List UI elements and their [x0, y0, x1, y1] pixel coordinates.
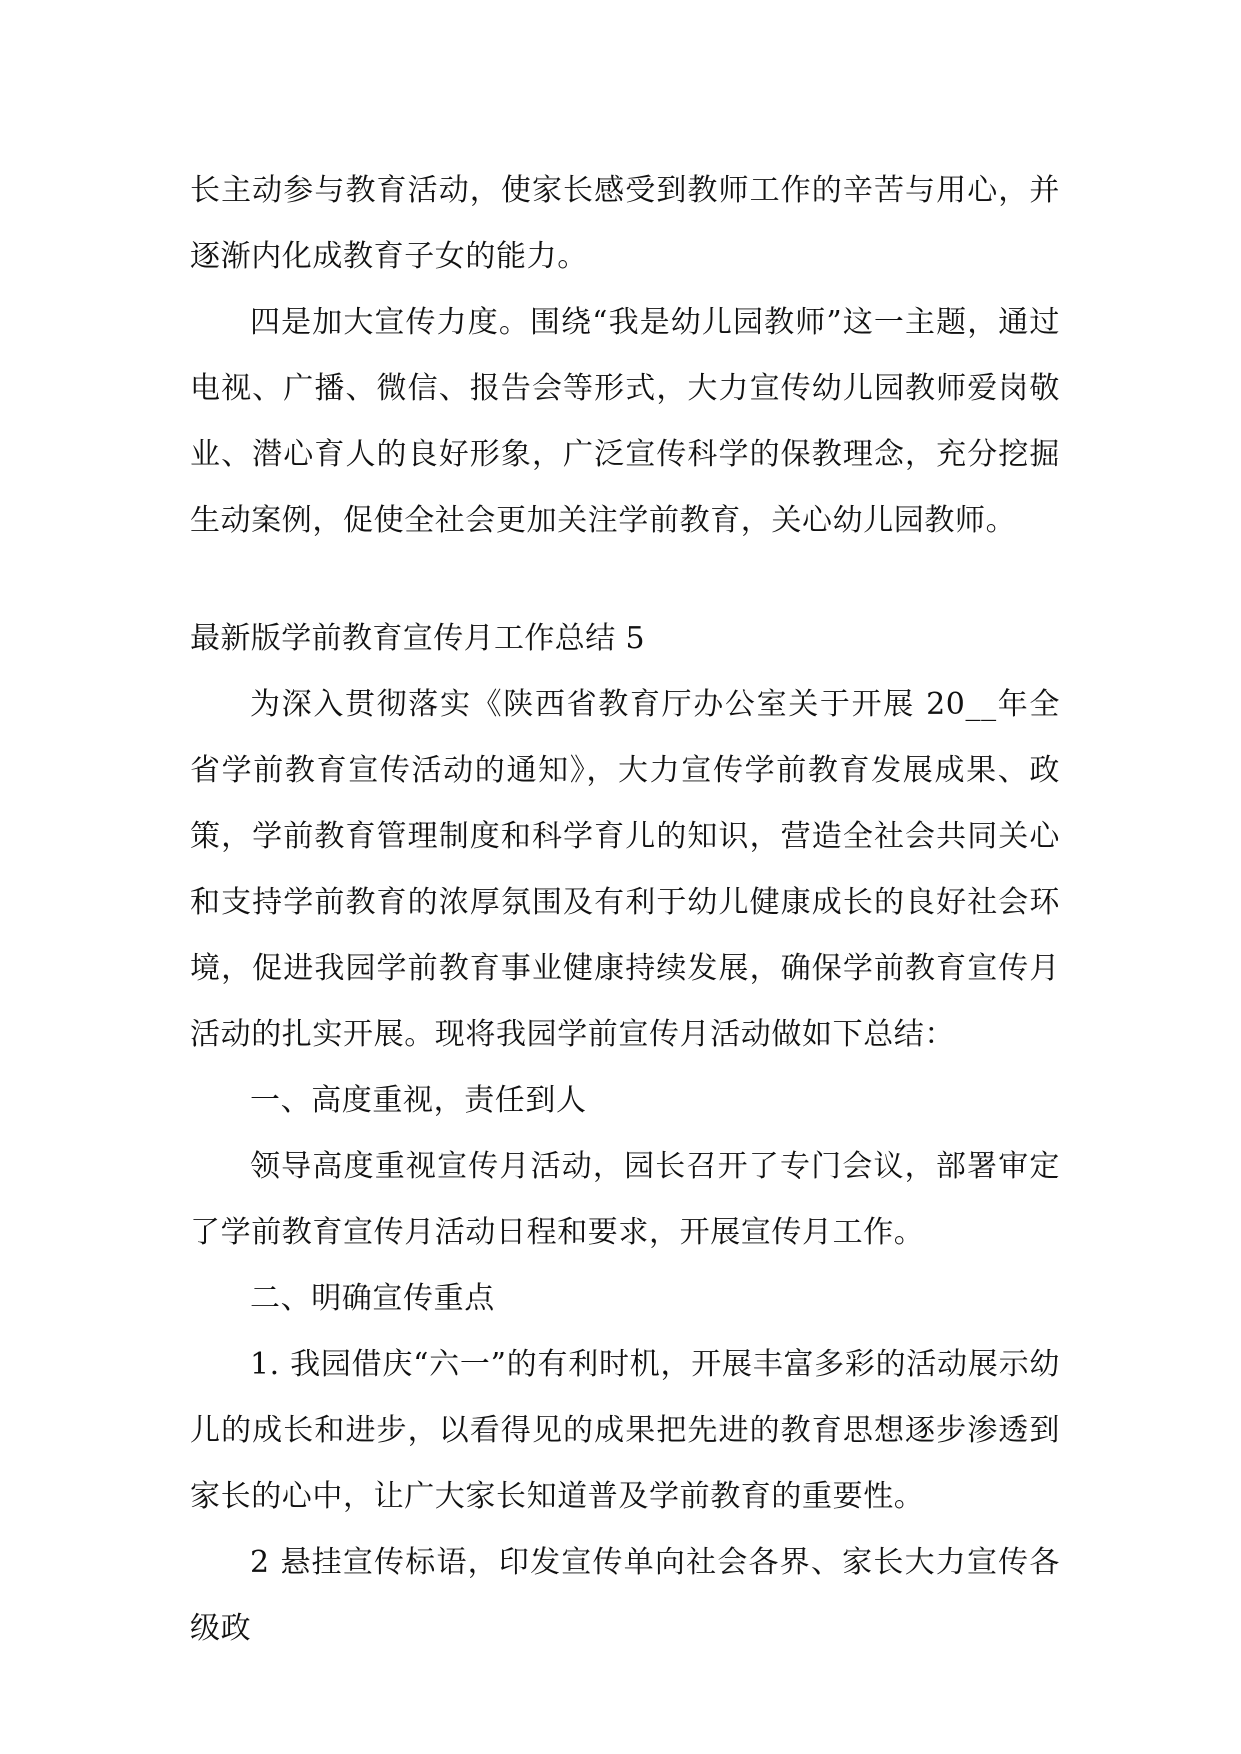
- paragraph-leadership: 领导高度重视宣传月活动，园长召开了专门会议，部署审定了学前教育宣传月活动日程和要求，开展宣传月工作。: [190, 1149, 1060, 1250]
- paragraph-publicity: 四是加大宣传力度。围绕“我是幼儿园教师”这一主题，通过电视、广播、微信、报告会等形式，大力宣传幼儿园教师爱岗敬业、潜心育人的良好形象，广泛宣传科学的保教理念，充分挖掘生动案例，促使全社会更加关注学前教育，关心幼儿园教师。: [190, 305, 1060, 538]
- paragraph-item-1: 1. 我园借庆“六一”的有利时机，开展丰富多彩的活动展示幼儿的成长和进步，以看得见的成果把先进的教育思想逐步渗透到家长的心中，让广大家长知道普及学前教育的重要性。: [190, 1347, 1060, 1514]
- heading-attention: 一、高度重视，责任到人: [250, 1083, 587, 1118]
- heading-focus: 二、明确宣传重点: [250, 1281, 495, 1316]
- paragraph-intro: 为深入贯彻落实《陕西省教育厅办公室关于开展 20__年全省学前教育宣传活动的通知》，大力宣传学前教育发展成果、政策，学前教育管理制度和科学育儿的知识，营造全社会共同关心和支持学前教育的浓厚氛围及有利于幼儿健康成长的良好社会环境，促进我园学前教育事业健康持续发展，确保学前教育宣传月活动的扎实开展。现将我园学前宣传月活动做如下总结：: [190, 687, 1060, 1052]
- document-body: [190, 158, 1060, 1662]
- paragraph-continuation: 长主动参与教育活动，使家长感受到教师工作的辛苦与用心，并逐渐内化成教育子女的能力。: [190, 173, 1060, 274]
- paragraph-item-2: 2 悬挂宣传标语，印发宣传单向社会各界、家长大力宣传各级政: [190, 1545, 1060, 1646]
- section-title: 最新版学前教育宣传月工作总结 5: [190, 621, 646, 656]
